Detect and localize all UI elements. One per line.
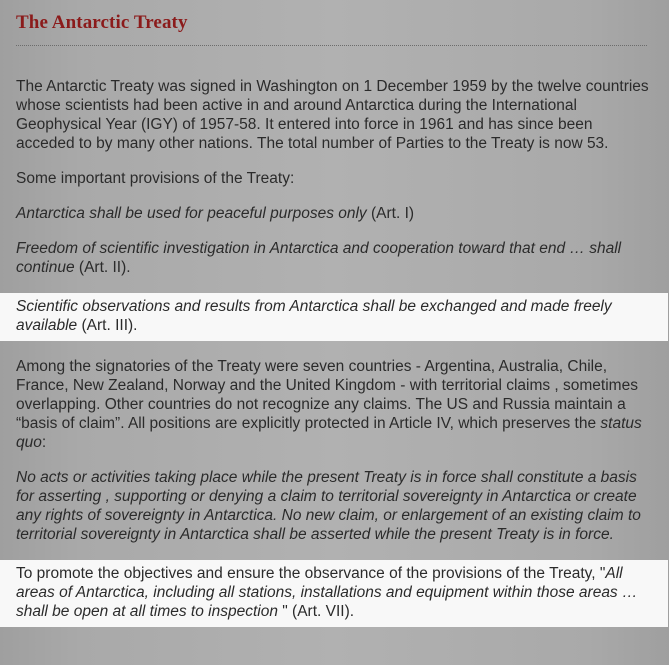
signatories-end: : bbox=[41, 434, 47, 451]
provision-art-2 bbox=[16, 239, 652, 277]
article-4-quote bbox=[16, 468, 652, 544]
provision-text: Freedom of scientific investigation in Antarctica and cooperation toward that end … shall continue bbox=[16, 240, 622, 276]
signatories-paragraph bbox=[16, 357, 652, 452]
page-title: The Antarctic Treaty bbox=[16, 12, 188, 33]
provision-ref: (Art. I) bbox=[366, 205, 415, 222]
provisions-heading: Some important provisions of the Treaty: bbox=[16, 170, 295, 187]
status-quo-term: status quo bbox=[16, 415, 642, 451]
provision-art-3-highlighted bbox=[0, 293, 668, 341]
title-divider bbox=[16, 45, 647, 46]
signatories-text: Among the signatories of the Treaty were seven countries - Argentina, Australia, Chile, France, New Zealand, Norway and the United Kingdom - with territorial claims , sometimes overlapping. Other countries do not recognize any claims. The US and Russia maintain a “basis of claim”. All positions are explicitly protected in Article IV, which preserves the bbox=[16, 358, 638, 432]
provision-art-1 bbox=[16, 204, 652, 223]
inspection-paragraph-highlighted bbox=[0, 560, 668, 627]
provision-ref: (Art. II). bbox=[74, 259, 131, 276]
provision-text: Scientific observations and results from Antarctica shall be exchanged and made freely available bbox=[16, 298, 612, 334]
provision-ref: (Art. III). bbox=[77, 317, 138, 334]
inspection-lead: To promote the objectives and ensure the observance of the provisions of the Treaty, " bbox=[16, 565, 606, 582]
inspection-quote: All areas of Antarctica, including all stations, installations and equipment within those areas … shall be open at all times to inspection bbox=[16, 565, 638, 620]
provision-text: Antarctica shall be used for peaceful purposes only bbox=[16, 205, 367, 222]
article-body bbox=[16, 77, 652, 643]
inspection-ref: " (Art. VII). bbox=[277, 603, 355, 620]
article-4-quote-text: No acts or activities taking place while the present Treaty is in force shall constitute a basis for asserting , supporting or denying a claim to territorial sovereignty in Antarctica or create any rights of sovereignty in Antarctica. No new claim, or enlargement of an existing claim to territorial sovereignty in Antarctica shall be asserted while the present Treaty is in force. bbox=[16, 469, 641, 543]
intro-paragraph: The Antarctic Treaty was signed in Washington on 1 December 1959 by the twelve countries whose scientists had been active in and around Antarctica during the International Geophysical Year (IGY) of 1957-58. It entered into force in 1961 and has since been acceded to by many other nations. The total number of Parties to the Treaty is now 53. bbox=[16, 78, 649, 152]
